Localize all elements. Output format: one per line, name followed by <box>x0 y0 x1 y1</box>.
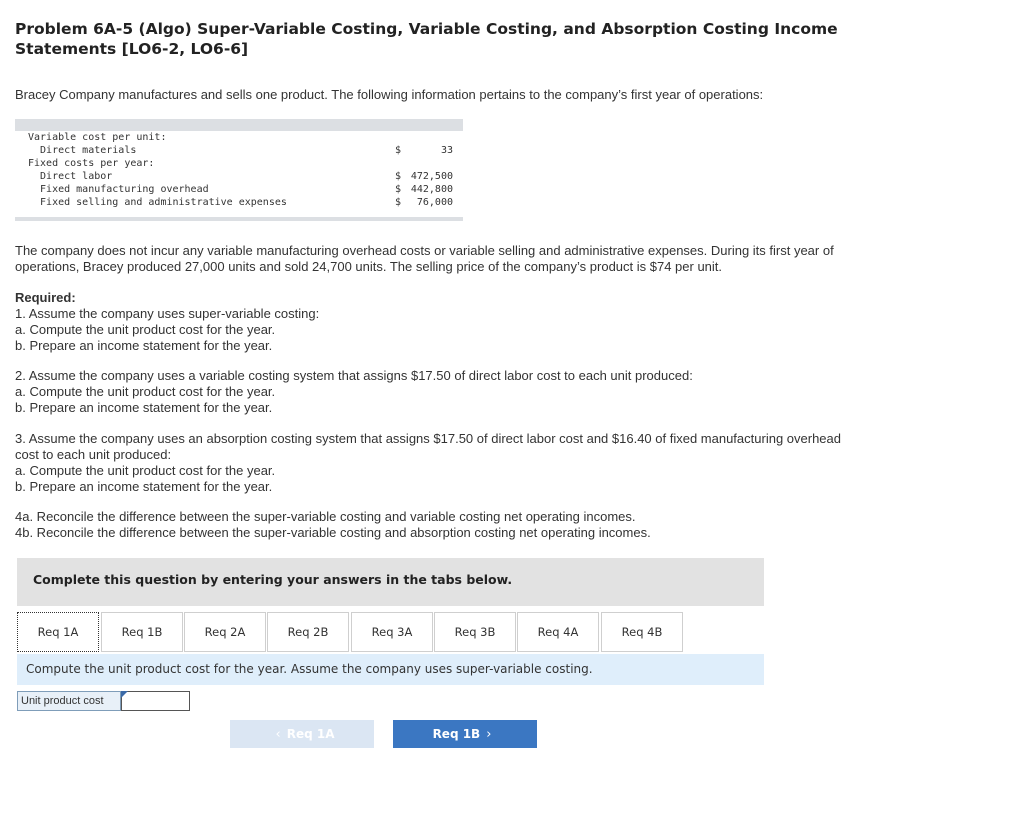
row-amount: 76,000 <box>416 197 453 208</box>
chevron-left-icon: ‹ <box>275 726 281 742</box>
requirement-text: 4a. Reconcile the difference between the super-variable costing and variable costing net operating incomes. <box>15 509 636 524</box>
chevron-right-icon: › <box>486 726 492 742</box>
problem-description: The company does not incur any variable manufacturing overhead costs or variable selling and administrative expenses. During its first year of operations, Bracey produced 27,000 units and sold 24,700 units. The selling price of the company’s product is $74 per unit. <box>15 243 834 274</box>
tab-req-2b[interactable]: Req 2B <box>267 612 349 652</box>
tab-req-4b[interactable]: Req 4B <box>601 612 683 652</box>
requirement-text: a. Compute the unit product cost for the year. <box>15 463 276 478</box>
tab-bar <box>17 612 685 654</box>
tab-req-3a[interactable]: Req 3A <box>351 612 433 652</box>
requirement-4 <box>15 509 651 541</box>
row-label: Fixed manufacturing overhead <box>28 184 209 195</box>
table-row <box>15 184 463 197</box>
requirement-text: 2. Assume the company uses a variable costing system that assigns $17.50 of direct labor cost to each unit produced: <box>15 368 693 383</box>
tab-instruction: Compute the unit product cost for the year. Assume the company uses super-variable costing. <box>26 662 593 676</box>
cost-table <box>15 119 463 222</box>
tab-req-2a[interactable]: Req 2A <box>184 612 266 652</box>
unit-product-cost-label: Unit product cost <box>17 691 121 711</box>
requirement-3 <box>15 431 845 495</box>
next-req-button[interactable] <box>393 720 537 748</box>
requirement-text: 1. Assume the company uses super-variable costing: <box>15 306 320 321</box>
row-dollar: $ <box>395 197 402 208</box>
row-label: Direct materials <box>28 145 137 156</box>
table-row <box>15 197 463 210</box>
table-row <box>15 145 463 158</box>
tab-instruction-bar <box>17 654 764 685</box>
problem-intro: Bracey Company manufactures and sells one product. The following information pertains to the company’s first year of operations: <box>15 87 764 102</box>
requirement-text: a. Compute the unit product cost for the year. <box>15 384 276 399</box>
row-amount: 472,500 <box>410 171 453 182</box>
requirement-text: 4b. Reconcile the difference between the super-variable costing and absorption costing net operating incomes. <box>15 525 651 540</box>
instructions-panel <box>17 558 764 606</box>
tab-req-3b[interactable]: Req 3B <box>434 612 516 652</box>
row-label: Fixed costs per year: <box>28 158 155 169</box>
row-dollar: $ <box>395 171 402 182</box>
table-footer-bar <box>15 217 463 221</box>
table-row <box>15 171 463 184</box>
input-flag-icon <box>121 691 128 698</box>
requirement-text: b. Prepare an income statement for the year. <box>15 338 273 353</box>
prev-req-button[interactable] <box>230 720 374 748</box>
row-dollar: $ <box>395 184 402 195</box>
row-amount: 33 <box>440 145 453 156</box>
table-header-bar <box>15 119 463 131</box>
tab-req-1b[interactable]: Req 1B <box>101 612 183 652</box>
row-dollar: $ <box>395 145 402 156</box>
tab-req-4a[interactable]: Req 4A <box>517 612 599 652</box>
requirement-text: a. Compute the unit product cost for the year. <box>15 322 276 337</box>
row-label: Variable cost per unit: <box>28 132 167 143</box>
tab-req-1a[interactable]: Req 1A <box>17 612 99 652</box>
problem-title: Problem 6A-5 (Algo) Super-Variable Costing, Variable Costing, and Absorption Costing Income Statements [LO6-2, LO6-6] <box>15 20 838 58</box>
table-row <box>15 132 463 145</box>
table-row <box>15 158 463 171</box>
row-label: Direct labor <box>28 171 113 182</box>
row-amount: 442,800 <box>410 184 453 195</box>
requirement-2 <box>15 368 693 416</box>
unit-product-cost-input[interactable] <box>121 691 190 711</box>
requirement-1 <box>15 306 319 354</box>
requirement-text: b. Prepare an income statement for the year. <box>15 400 273 415</box>
prev-req-label: Req 1A <box>286 727 335 741</box>
next-req-label: Req 1B <box>432 727 481 741</box>
required-heading: Required: <box>15 290 76 305</box>
requirement-text: b. Prepare an income statement for the year. <box>15 479 273 494</box>
panel-heading: Complete this question by entering your answers in the tabs below. <box>33 572 513 587</box>
requirement-text: 3. Assume the company uses an absorption costing system that assigns $17.50 of direct labor cost and $16.40 of fixed manufacturing overhead cost to each unit produced: <box>15 431 841 462</box>
row-label: Fixed selling and administrative expenses <box>28 197 287 208</box>
